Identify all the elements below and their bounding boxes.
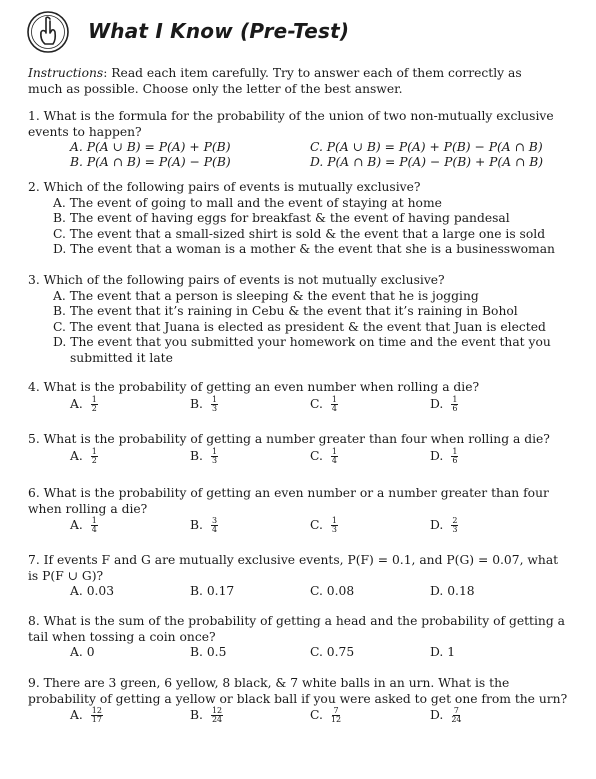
option-letter: C.: [310, 448, 323, 463]
denominator: 3: [331, 525, 337, 534]
option-letter: B.: [190, 448, 203, 463]
option-letter: D.: [430, 708, 444, 722]
question-1: [28, 109, 568, 170]
page-title: What I Know (Pre-Test): [88, 19, 350, 43]
denominator: 2: [91, 455, 97, 465]
option-a[interactable]: A. The event that a person is sleeping & the event that he is jogging: [53, 288, 479, 303]
option-c[interactable]: C. 0.75: [310, 645, 355, 659]
fraction: [451, 517, 458, 534]
option-letter: D.: [430, 448, 444, 463]
option-a[interactable]: [70, 517, 98, 534]
numerator: 1: [91, 516, 97, 525]
fraction: [91, 517, 98, 534]
numerator: 12: [211, 706, 223, 715]
option-d[interactable]: D. P(A ∩ B) = P(A) − P(B) + P(A ∩ B): [310, 155, 544, 169]
option-c[interactable]: [310, 707, 341, 724]
option-b[interactable]: [190, 396, 218, 413]
option-d[interactable]: D. The event that you submitted your homework on time and the event that you submitted it late: [53, 335, 551, 365]
numerator: 7: [333, 706, 339, 715]
option-a[interactable]: [70, 707, 103, 724]
option-a[interactable]: A. 0.03: [70, 584, 115, 598]
option-b[interactable]: B. 0.17: [190, 584, 235, 598]
option-d[interactable]: [430, 396, 458, 413]
instructions: [28, 65, 548, 97]
question-8: [28, 614, 568, 661]
numerator: 1: [331, 446, 337, 456]
option-d[interactable]: [430, 517, 458, 534]
numerator: 1: [91, 394, 97, 404]
option-c[interactable]: C. 0.08: [310, 584, 355, 598]
numerator: 1: [452, 446, 458, 456]
question-6: [28, 486, 568, 539]
option-letter: B.: [190, 396, 203, 411]
question-4: [28, 380, 568, 418]
denominator: 4: [211, 525, 218, 534]
option-letter: A.: [70, 708, 83, 722]
question-9: [28, 676, 568, 733]
question-stem: 5. What is the probability of getting a number greater than four when rolling a die?: [28, 432, 550, 446]
fraction: [211, 707, 223, 724]
option-letter: C.: [310, 396, 323, 411]
denominator: 12: [330, 715, 342, 724]
fraction: [451, 448, 458, 465]
option-b[interactable]: [190, 448, 218, 465]
option-c[interactable]: C. The event that a small-sized shirt is sold & the event that a large one is sold: [53, 226, 546, 241]
fraction: [91, 707, 103, 724]
option-d[interactable]: D. 0.18: [430, 584, 475, 598]
denominator: 4: [91, 525, 97, 534]
denominator: 2: [91, 403, 97, 413]
numerator: 1: [211, 394, 218, 404]
option-letter: B.: [190, 518, 203, 532]
option-letter: C.: [310, 518, 323, 532]
denominator: 17: [91, 715, 102, 724]
fraction: [331, 517, 338, 534]
numerator: 1: [331, 516, 337, 525]
question-stem: 2. Which of the following pairs of events is mutually exclusive?: [28, 180, 421, 194]
instructions-label: Instructions: [28, 66, 104, 80]
question-stem: 1. What is the formula for the probability of the union of two non-mutually exclusive events to happen?: [28, 109, 554, 139]
denominator: 3: [452, 525, 458, 534]
option-a[interactable]: A. 0: [70, 645, 95, 659]
fraction: [331, 448, 338, 465]
option-c[interactable]: [310, 517, 338, 534]
denominator: 3: [211, 403, 218, 413]
option-letter: A.: [70, 448, 83, 463]
denominator: 4: [331, 455, 337, 465]
pointing-hand-icon: [26, 10, 70, 54]
option-b[interactable]: B. The event of having eggs for breakfast & the event of having pandesal: [53, 211, 510, 225]
option-letter: D.: [430, 518, 444, 532]
fraction: [211, 396, 218, 413]
fraction: [451, 396, 458, 413]
question-stem: 4. What is the probability of getting an even number when rolling a die?: [28, 380, 480, 394]
option-letter: D.: [430, 396, 444, 411]
option-letter: A.: [70, 518, 83, 532]
page-header: [26, 10, 586, 56]
question-stem: 7. If events F and G are mutually exclusive events, P(F) = 0.1, and P(G) = 0.07, what is P(F ∪ G)?: [28, 553, 559, 583]
option-letter: C.: [310, 708, 323, 722]
option-b[interactable]: B. 0.5: [190, 645, 227, 659]
option-d[interactable]: D. 1: [430, 645, 456, 659]
fraction: [211, 517, 218, 534]
numerator: 3: [211, 516, 218, 525]
denominator: 4: [331, 403, 337, 413]
denominator: 3: [211, 455, 218, 465]
option-c[interactable]: [310, 448, 338, 465]
fraction: [331, 707, 341, 724]
numerator: 1: [91, 446, 97, 456]
denominator: 24: [211, 715, 223, 724]
denominator: 24: [451, 715, 462, 724]
question-3: [28, 273, 568, 366]
numerator: 12: [91, 706, 102, 715]
option-d[interactable]: [430, 448, 458, 465]
fraction: [451, 707, 461, 724]
option-a[interactable]: [70, 448, 98, 465]
question-stem: 6. What is the probability of getting an even number or a number greater than four when rolling a die?: [28, 486, 549, 516]
numerator: 1: [211, 446, 218, 456]
option-d[interactable]: D. The event that a woman is a mother & the event that she is a businesswoman: [53, 242, 555, 256]
option-c[interactable]: C. The event that Juana is elected as president & the event that Juan is elected: [53, 319, 546, 334]
numerator: 7: [453, 706, 459, 715]
option-c[interactable]: [310, 396, 338, 413]
option-b[interactable]: [190, 707, 223, 724]
option-a[interactable]: [70, 396, 98, 413]
numerator: 2: [452, 516, 458, 525]
denominator: 6: [452, 403, 458, 413]
option-b[interactable]: B. The event that it’s raining in Cebu & the event that it’s raining in Bohol: [53, 304, 518, 318]
option-c[interactable]: C. P(A ∪ B) = P(A) + P(B) − P(A ∩ B): [310, 140, 543, 154]
instructions-text: : Read each item carefully. Try to answer each of them correctly as much as possible. Choose only the letter of the best answer.: [28, 66, 522, 96]
option-b[interactable]: B. P(A ∩ B) = P(A) − P(B): [70, 155, 231, 169]
option-d[interactable]: [430, 707, 462, 724]
numerator: 1: [452, 394, 458, 404]
numerator: 1: [331, 394, 337, 404]
option-b[interactable]: [190, 517, 218, 534]
question-stem: 9. There are 3 green, 6 yellow, 8 black, & 7 white balls in an urn. What is the probability of getting a yellow or black ball if you were asked to get one from the urn?: [28, 676, 568, 706]
option-letter: A.: [70, 396, 83, 411]
question-5: [28, 432, 568, 470]
fraction: [91, 448, 98, 465]
fraction: [91, 396, 98, 413]
question-2: [28, 180, 568, 258]
option-a[interactable]: A. The event of going to mall and the event of staying at home: [53, 195, 442, 210]
option-a[interactable]: A. P(A ∪ B) = P(A) + P(B): [70, 140, 231, 154]
fraction: [211, 448, 218, 465]
question-stem: 3. Which of the following pairs of events is not mutually exclusive?: [28, 273, 445, 287]
option-letter: B.: [190, 708, 203, 722]
denominator: 6: [452, 455, 458, 465]
fraction: [331, 396, 338, 413]
question-7: [28, 553, 568, 600]
question-stem: 8. What is the sum of the probability of getting a head and the probability of getting a tail when tossing a coin once?: [28, 614, 565, 644]
